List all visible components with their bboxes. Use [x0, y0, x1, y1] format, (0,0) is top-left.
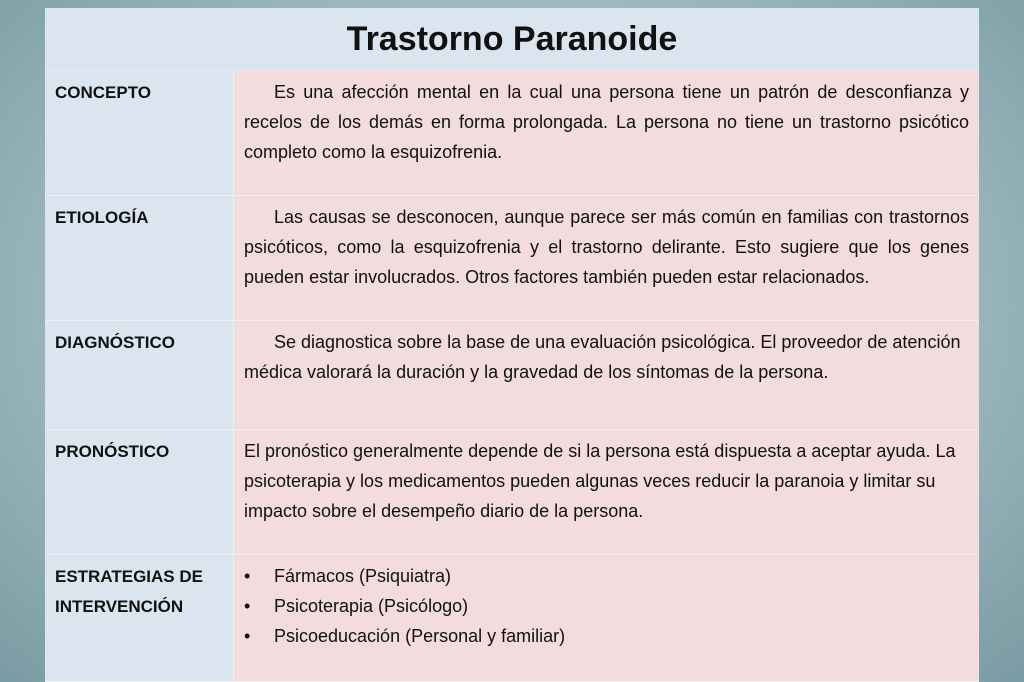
table-row-diagnostico: [45, 321, 979, 430]
table-row-estrategias: [45, 555, 979, 682]
list-item: [244, 591, 969, 621]
row-description: [234, 71, 980, 196]
bullet-icon: •: [244, 596, 251, 616]
row-label: ESTRATEGIAS DE INTERVENCIÓN: [45, 555, 234, 682]
list-item: [244, 621, 969, 651]
table-row-concepto: [45, 71, 979, 196]
row-description: [234, 321, 980, 430]
slide: [45, 8, 979, 653]
row-description: [234, 430, 980, 555]
page-title: Trastorno Paranoide: [346, 19, 678, 58]
row-text: Las causas se desconocen, aunque parece ser más común en familias con trastornos psicóticos, como la esquizofrenia y el trastorno delirante. Esto sugiere que los genes pueden estar involucrados. Otros factores también pueden estar relacionados.: [244, 207, 969, 287]
row-text: Es una afección mental en la cual una persona tiene un patrón de desconfianza y recelos de los demás en forma prolongada. La persona no tiene un trastorno psicótico completo como la esquizofrenia.: [244, 82, 969, 162]
row-description: [234, 555, 980, 682]
row-description: [234, 196, 980, 321]
list-item-text: Fármacos (Psiquiatra): [274, 566, 452, 586]
row-text: El pronóstico generalmente depende de si la persona está dispuesta a aceptar ayuda. La psicoterapia y los medicamentos pueden algunas veces reducir la paranoia y limitar su impacto sobre el desempeño diario de la persona.: [244, 441, 956, 521]
bullet-icon: •: [244, 566, 251, 586]
title-bar: [45, 8, 979, 71]
list-item: [244, 561, 969, 591]
list-item-text: Psicoeducación (Personal y familiar): [274, 626, 566, 646]
row-text: Se diagnostica sobre la base de una evaluación psicológica. El proveedor de atención médica valorará la duración y la gravedad de los síntomas de la persona.: [244, 332, 961, 382]
strategy-list: [244, 561, 969, 651]
bullet-icon: •: [244, 626, 251, 646]
list-item-text: Psicoterapia (Psicólogo): [274, 596, 469, 616]
table-row-etiologia: [45, 196, 979, 321]
row-label: CONCEPTO: [45, 71, 234, 196]
table-row-pronostico: [45, 430, 979, 555]
row-label: ETIOLOGÍA: [45, 196, 234, 321]
row-label: PRONÓSTICO: [45, 430, 234, 555]
row-label: DIAGNÓSTICO: [45, 321, 234, 430]
info-table: [45, 71, 979, 682]
